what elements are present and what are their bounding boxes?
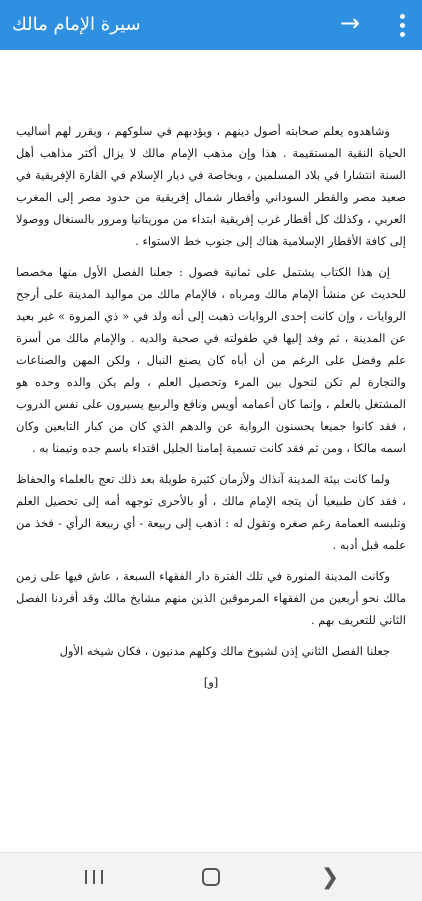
- back-chevron-icon[interactable]: ❯: [320, 864, 340, 890]
- page-title: سيرة الإمام مالك: [12, 14, 141, 35]
- book-page-text: [16, 120, 406, 780]
- home-icon[interactable]: [191, 863, 231, 891]
- system-nav-bar: [0, 852, 422, 901]
- paragraph-3: ولما كانت بيئة المدينة آنذاك ولأزمان كثيرة طويلة بعد ذلك تعج بالعلماء والحفاظ ، فقد كان طبيعيا أن يتجه الإمام مالك ، أو بالأحرى توجهه أمه إلى تحصيل العلم وتلبسه العمامة رغم صغره وتقول له : اذهب إلى ربيعة - أي ربيعة الرأي - فخذ من علمه قبل أدبه .: [16, 472, 406, 552]
- recents-icon[interactable]: [74, 863, 114, 891]
- paragraph-4: وكانت المدينة المنورة في تلك الفترة دار الفقهاء السبعة ، عاش فيها على زمن مالك نحو أربعين من الفقهاء المرموقين الذين منهم مشايخ مالك وقد أفردنا الفصل الثاني للتعريف بهم .: [16, 569, 406, 627]
- paragraph-1: وشاهدوه يعلم صحابته أصول دينهم ، ويؤدبهم في سلوكهم ، ويقرر لهم أساليب الحياة النقية المستقيمة . هذا وإن مذهب الإمام مالك لا يزال أكثر مذاهب أهل السنة انتشارا في بلاد المسلمين ، وبخاصة في ديار الإسلام في القارة الإفريقية في صعيد مصر والقطر السوداني وأقطار شمال إفريقية من حدود مصر إلى المغرب العربي ، وكذلك كل أقطار غرب إفريقية ابتداء من موريتانيا ومرور بالسنغال ووصولا إلى كافة الأقطار الإسلامية هناك إلى جنوب خط الاستواء .: [16, 124, 406, 248]
- more-vert-icon[interactable]: [390, 10, 414, 40]
- arrow-right-icon[interactable]: →: [340, 9, 361, 37]
- paragraph-5: جعلنا الفصل الثاني إذن لشيوخ مالك وكلهم مدنيون ، فكان شيخه الأول: [59, 644, 390, 658]
- app-bar: [0, 0, 422, 50]
- paragraph-2: إن هذا الكتاب يشتمل على ثمانية فصول : جعلنا الفصل الأول منها مخصصا للحديث عن منشأ الإمام مالك ومرباه ، فالإمام مالك من مواليد المدينة على أرجح الروايات ، وإن كانت إحدى الروايات ذهبت إلى أنه ولد في « ذي المروة » غير بعيد عن المدينة ، ثم وفد إليها في طفولته في صحبة والديه . والإمام مالك من أسرة علم وفضل على الرغم من أن أباه كان يصنع النبال ، ولكن المهن والصناعات والتجارة لم تكن لتحول بين المرء وتحصيل العلم ، ولم يكن والده وحده هو المشتغل بالعلم ، وإنما كان أعمامه أويس ونافع والربيع يسيرون على نفس الدروب ، فقد كانوا جميعا يحسنون الرواية عن والدهم الذي كان من كبار التابعين وكان اسمه مالكا ، ومن ثم فقد كانت تسمية إمامنا الجليل اقتداء باسم جده وتيمنا به .: [16, 265, 406, 455]
- page-marker: [و]: [203, 675, 219, 689]
